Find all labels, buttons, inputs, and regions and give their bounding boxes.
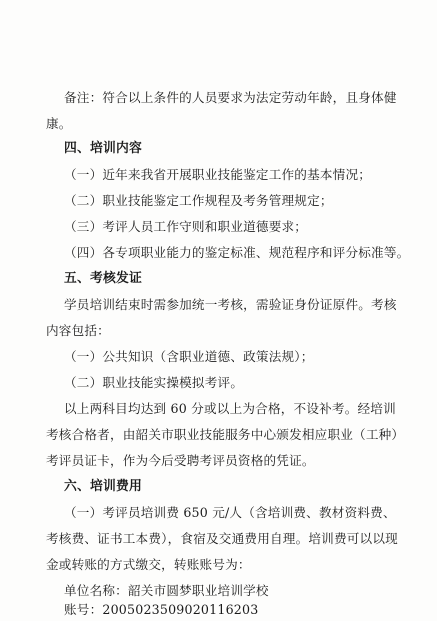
content-item-1: （一）近年来我省开展职业技能鉴定工作的基本情况； bbox=[64, 167, 372, 182]
account-number: 账号：2005023509020116203 bbox=[64, 602, 259, 617]
fee-line-1: （一）考评员培训费 650 元/人（含培训费、教材资料费、 bbox=[64, 505, 396, 520]
section-heading-assessment: 五、考核发证 bbox=[64, 271, 142, 286]
assessment-paragraph-line-2: 内容包括： bbox=[46, 323, 110, 338]
section-heading-fees: 六、培训费用 bbox=[64, 479, 142, 494]
pass-criteria-line-3: 考评员证卡，作为今后受聘考评员资格的凭证。 bbox=[46, 453, 315, 468]
account-unit-name: 单位名称：韶关市圆梦职业培训学校 bbox=[64, 583, 269, 598]
pass-criteria-line-2: 考核合格者，由韶关市职业技能服务中心颁发相应职业（工种） bbox=[46, 427, 405, 442]
note-line-2: 康。 bbox=[46, 116, 72, 131]
content-item-4: （四）各专项职业能力的鉴定标准、规范程序和评分标准等。 bbox=[64, 245, 410, 260]
content-item-3: （三）考评人员工作守则和职业道德要求； bbox=[64, 219, 308, 234]
assessment-paragraph-line-1: 学员培训结束时需参加统一考核，需验证身份证原件。考核 bbox=[64, 297, 397, 312]
assessment-item-1: （一）公共知识（含职业道德、政策法规）； bbox=[64, 349, 314, 364]
assessment-item-2: （二）职业技能实操模拟考评。 bbox=[64, 375, 244, 390]
pass-criteria-line-1: 以上两科目均达到 60 分或以上为合格，不设补考。经培训 bbox=[64, 401, 396, 416]
fee-line-2: 考核费、证书工本费），食宿及交通费用自理。培训费可以以现 bbox=[46, 531, 398, 546]
fee-line-3: 金或转账的方式缴交，转账账号为： bbox=[46, 557, 251, 572]
note-line-1: 备注：符合以上条件的人员要求为法定劳动年龄，且身体健 bbox=[64, 90, 397, 105]
content-item-2: （二）职业技能鉴定工作规程及考务管理规定； bbox=[64, 193, 333, 208]
section-heading-training-content: 四、培训内容 bbox=[64, 141, 142, 156]
